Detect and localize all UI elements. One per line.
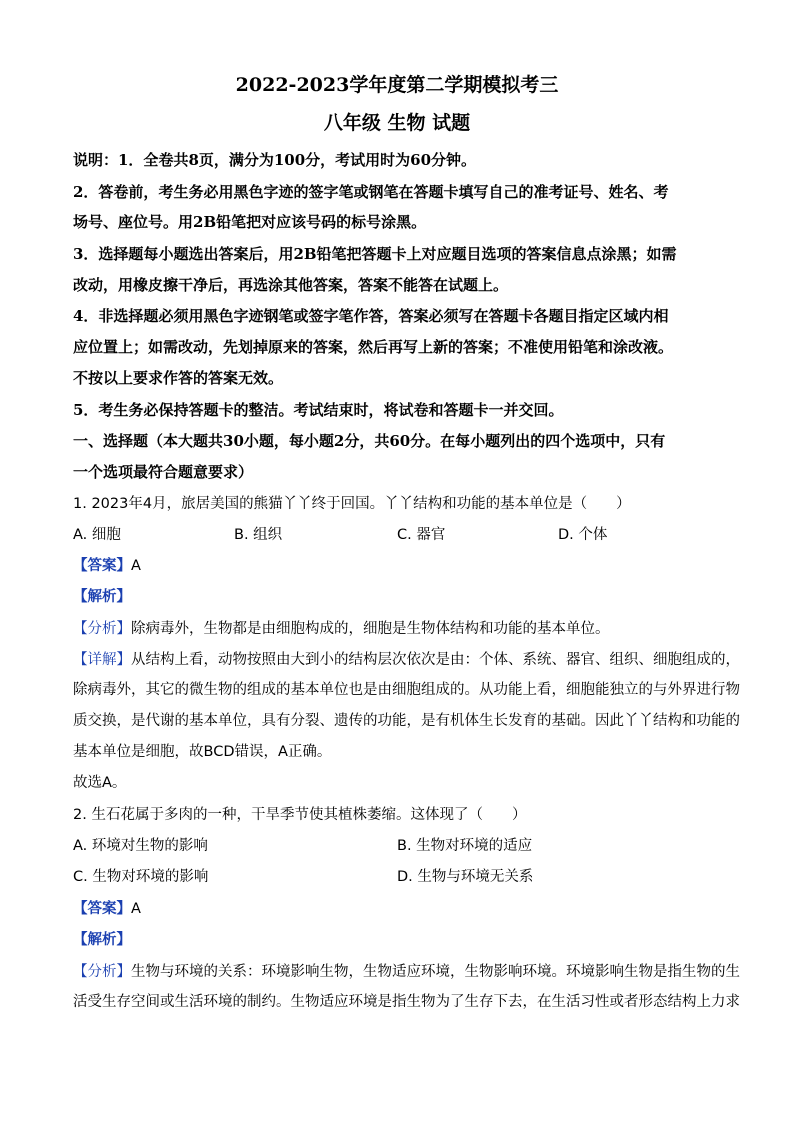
analysis-heading — [73, 929, 131, 950]
fenxi-text: 除病毒外，生物都是由细胞构成的，细胞是生物体结构和功能的基本单位。 — [131, 621, 610, 637]
instruction-line: 改动，用橡皮擦干净后，再选涂其他答案，答案不能答在试题上。 — [73, 276, 509, 294]
xiangjie-tag: 【详解】 — [73, 652, 131, 668]
answer-line — [73, 898, 141, 919]
fenxi-line — [73, 618, 610, 639]
fenxi-text: 生物与环境的关系：环境影响生物，生物适应环境，生物影响环境。环境影响生物是指生物的生 — [131, 964, 740, 980]
answer-value: A — [131, 901, 141, 917]
option-b: B. 生物对环境的适应 — [397, 838, 533, 854]
option-a: A. 细胞 — [73, 527, 121, 543]
analysis-heading — [73, 586, 131, 607]
instruction-line: 不按以上要求作答的答案无效。 — [73, 369, 284, 387]
section-heading: 一个选项最符合题意要求） — [73, 463, 254, 481]
option-c: C. 器官 — [397, 527, 446, 543]
instruction-line: 5．考生务必保持答题卡的整洁。考试结束时，将试卷和答题卡一并交回。 — [73, 401, 564, 419]
xiangjie-line: 基本单位是细胞，故BCD错误，A正确。 — [73, 744, 332, 760]
fenxi-line — [73, 961, 740, 982]
answer-value: A — [131, 558, 141, 574]
answer-tag: 【答案】 — [73, 558, 131, 574]
xiangjie-line — [73, 649, 740, 670]
analysis-tag: 【解析】 — [73, 589, 131, 605]
instruction-line: 说明：1．全卷共8页，满分为100分，考试用时为60分钟。 — [73, 151, 477, 169]
fenxi-tag: 【分析】 — [73, 964, 131, 980]
section-heading: 一、选择题（本大题共30小题，每小题2分，共60分。在每小题列出的四个选项中，只有 — [73, 432, 666, 450]
question-stem: 1. 2023年4月，旅居美国的熊猫丫丫终于回国。丫丫结构和功能的基本单位是（ ） — [73, 496, 631, 512]
option-d: D. 个体 — [558, 527, 608, 543]
answer-line — [73, 555, 141, 576]
instruction-line: 2．答卷前，考生务必用黑色字迹的签字笔或钢笔在答题卡填写自己的准考证号、姓名、考 — [73, 183, 669, 201]
option-d: D. 生物与环境无关系 — [397, 869, 534, 885]
fenxi-tag: 【分析】 — [73, 621, 131, 637]
instruction-line: 应位置上；如需改动，先划掉原来的答案，然后再写上新的答案；不准使用铅笔和涂改液。 — [73, 338, 674, 356]
exam-subtitle: 八年级 生物 试题 — [323, 112, 471, 134]
analysis-tag: 【解析】 — [73, 932, 131, 948]
instruction-line: 4．非选择题必须用黑色字迹钢笔或签字笔作答，答案必须写在答题卡各题目指定区域内相 — [73, 307, 669, 325]
xiangjie-line: 质交换，是代谢的基本单位，具有分裂、遗传的功能，是有机体生长发育的基础。因此丫丫结构和功能的 — [73, 713, 740, 729]
answer-tag: 【答案】 — [73, 901, 131, 917]
xiangjie-line: 除病毒外，其它的微生物的组成的基本单位也是由细胞组成的。从功能上看，细胞能独立的与外界进行物 — [73, 682, 740, 698]
question-stem: 2. 生石花属于多肉的一种，干旱季节使其植株萎缩。这体现了（ ） — [73, 807, 527, 823]
exam-title: 2022-2023学年度第二学期模拟考三 — [235, 74, 559, 96]
option-b: B. 组织 — [234, 527, 283, 543]
instruction-line: 3．选择题每小题选出答案后，用2B铅笔把答题卡上对应题目选项的答案信息点涂黑；如需 — [73, 245, 677, 263]
instruction-line: 场号、座位号。用2B铅笔把对应该号码的标号涂黑。 — [73, 213, 427, 231]
option-a: A. 环境对生物的影响 — [73, 838, 208, 854]
xiangjie-text: 从结构上看，动物按照由大到小的结构层次依次是由：个体、系统、器官、组织、细胞组成的， — [131, 652, 740, 668]
fenxi-line: 活受生存空间或生活环境的制约。生物适应环境是指生物为了生存下去，在生活习性或者形态结构上力求 — [73, 994, 740, 1010]
option-c: C. 生物对环境的影响 — [73, 869, 209, 885]
conclusion-line: 故选A。 — [73, 775, 127, 791]
